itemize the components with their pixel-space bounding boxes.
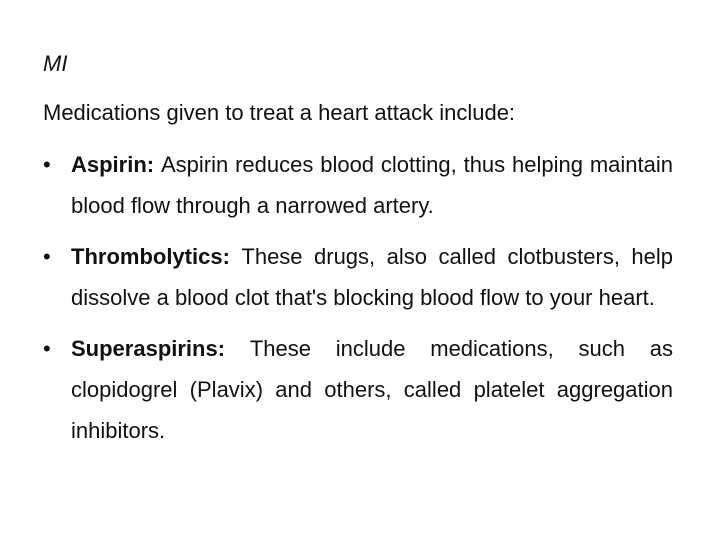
medication-list <box>43 144 673 461</box>
list-item-text: These include medications, such as clopidogrel (Plavix) and others, called platelet aggregation inhibitors. <box>71 336 673 443</box>
list-item-term: Aspirin: <box>71 152 161 177</box>
list-item-superaspirins <box>43 328 673 451</box>
slide-title: MI <box>43 51 68 76</box>
bullet-icon: • <box>43 152 51 177</box>
list-item-aspirin <box>43 144 673 226</box>
bullet-icon: • <box>43 244 51 269</box>
list-item-thrombolytics <box>43 236 673 318</box>
list-item-text: These drugs, also called clotbusters, help dissolve a blood clot that's blocking blood flow to your heart. <box>71 244 674 310</box>
list-item-term: Superaspirins: <box>71 336 250 361</box>
bullet-icon: • <box>43 336 51 361</box>
list-item-term: Thrombolytics: <box>71 244 242 269</box>
list-item-text: Aspirin reduces blood clotting, thus helping maintain blood flow through a narrowed artery. <box>71 152 673 218</box>
intro-text: Medications given to treat a heart attack include: <box>43 100 516 125</box>
